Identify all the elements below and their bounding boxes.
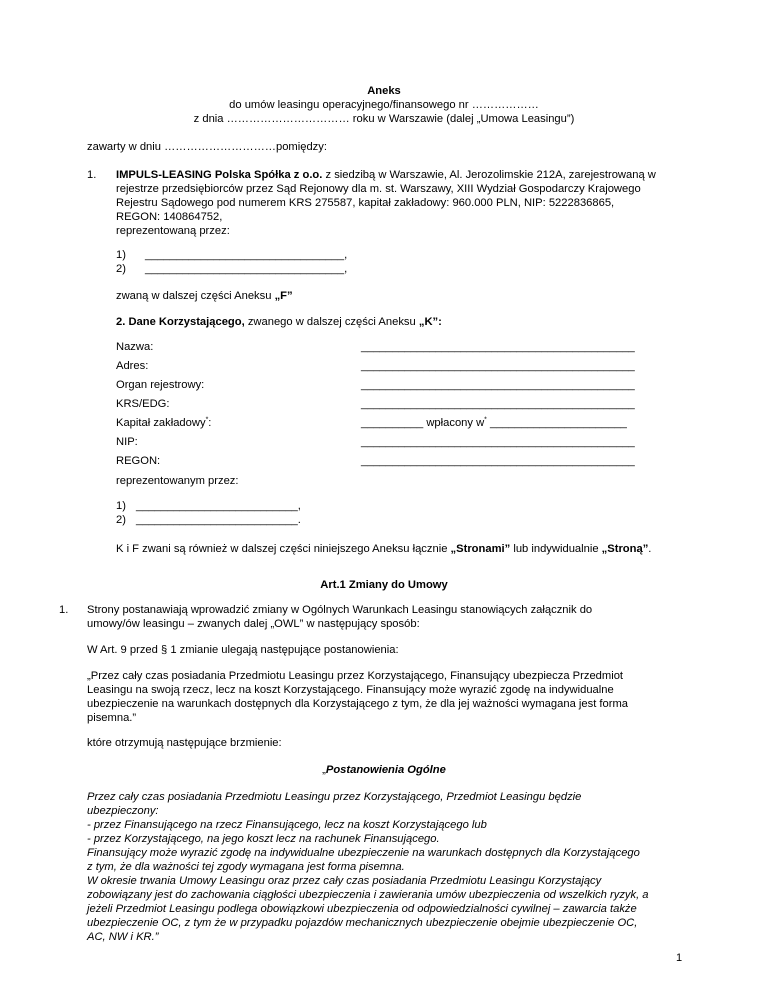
party2-rep1-number: 1) <box>116 500 126 512</box>
capital-paid-blank[interactable]: ______________________ <box>486 417 627 429</box>
capital-paid-label: wpłacony w <box>423 417 485 429</box>
field-label-address: Adres: <box>116 360 149 372</box>
party2-heading <box>116 315 442 329</box>
party1-desc-l2: rejestrze przedsiębiorców przez Sąd Rejonowy dla m. st. Warszawy, XIII Wydział Gospodarczy Krajowego <box>116 183 641 195</box>
quote-old-block <box>87 669 681 725</box>
concluded-line: zawarty w dniu …………………………pomiędzy: <box>87 141 327 153</box>
parties-note <box>116 542 651 556</box>
article-p1-number: 1. <box>59 604 69 616</box>
parties-note-prefix: K i F zwani są również w dalszej części niniejszego Aneksu łącznie <box>116 543 451 555</box>
field-label-krs: KRS/EDG: <box>116 398 170 410</box>
capital-label-text: Kapitał zakładowy <box>116 417 206 429</box>
quote-new-line: - przez Finansującego na rzecz Finansującego, lecz na koszt Korzystającego lub <box>87 819 487 831</box>
field-blank-name[interactable]: ____________________________________________ <box>361 341 635 353</box>
party1-number: 1. <box>87 169 97 181</box>
capital-blank[interactable]: __________ <box>361 417 424 429</box>
party2-heading-mark: „K”: <box>418 316 442 328</box>
quote-new-line: z tym, że dla ważności tej zgody wymagana jest forma pisemna. <box>87 861 405 873</box>
party1-desc-l3: Rejestru Sądowego pod numerem KRS 275587, kapitał zakładowy: 960.000 PLN, NIP: 5222836865, <box>116 197 615 209</box>
party1-name: IMPULS-LEASING Polska Spółka z o.o. <box>116 169 323 181</box>
party1-rep1-number: 1) <box>116 249 126 261</box>
quote-new-line: ubezpieczony: <box>87 805 159 817</box>
article-p1-l1: Strony postanawiają wprowadzić zmiany w Ogólnych Warunkach Leasingu stanowiących załącznik do <box>87 604 593 616</box>
new-heading-text: Postanowienia Ogólne <box>325 764 446 776</box>
field-blank-krs[interactable]: ____________________________________________ <box>361 398 635 410</box>
party2-rep2-blank[interactable]: __________________________. <box>136 514 301 526</box>
party1-desc-l5: reprezentowaną przez: <box>116 225 230 237</box>
quote-new-line: ubezpieczenie OC, z tym że w przypadku pojazdów mechanicznych ubezpieczenie obejmie ubezpieczenie OC, <box>87 917 638 929</box>
quote-new-line: W okresie trwania Umowy Leasingu oraz przez cały czas posiadania Przedmiotu Leasingu Korzystający <box>87 875 602 887</box>
party1-rep2-number: 2) <box>116 263 126 275</box>
quote-old-line: ubezpieczenie na warunkach dostępnych dla Korzystającego z tym, że dla jej ważności wymagana jest forma <box>87 698 629 710</box>
field-blank-regon[interactable]: ____________________________________________ <box>361 455 635 467</box>
capital-label-suffix: : <box>208 417 212 429</box>
field-blank-address[interactable]: ____________________________________________ <box>361 360 635 372</box>
new-wording-intro: które otrzymują następujące brzmienie: <box>87 737 282 749</box>
party2-heading-rest: zwanego w dalszej części Aneksu <box>244 316 419 328</box>
document-title: Aneks <box>367 85 401 97</box>
field-blank-registry[interactable]: ____________________________________________ <box>361 379 635 391</box>
parties-note-strona: „Stroną” <box>601 543 649 555</box>
new-heading <box>0 763 768 777</box>
parties-note-end: . <box>648 543 652 555</box>
party1-called-mark: „F” <box>274 290 293 302</box>
capital-label-star: * <box>205 416 209 424</box>
field-label-nip: NIP: <box>116 436 138 448</box>
quote-new-line: AC, NW i KR.” <box>87 931 159 943</box>
field-blank-nip[interactable]: ____________________________________________ <box>361 436 635 448</box>
quote-new-line: Przez cały czas posiadania Przedmiotu Leasingu przez Korzystającego, Przedmiot Leasingu będzie <box>87 791 582 803</box>
article-title: Art.1 Zmiany do Umowy <box>320 579 448 591</box>
parties-note-middle: lub indywidualnie <box>510 543 602 555</box>
quote-old-line: Leasingu na swoją rzecz, lecz na koszt Korzystającego. Finansujący może wyrazić zgodę na indywidualne <box>87 684 614 696</box>
party1-line1 <box>116 168 681 182</box>
party1-desc-l4: REGON: 140864752, <box>116 211 223 223</box>
page-number: 1 <box>676 952 683 964</box>
quote-new-block <box>87 790 681 944</box>
quote-new-line: zobowiązany jest do zachowania ciągłości ubezpieczenia i zawierania umów ubezpieczenia od wszelkich ryzyk, a <box>87 889 649 901</box>
party2-represented: reprezentowanym przez: <box>116 475 239 487</box>
parties-note-stronami: „Stronami” <box>450 543 511 555</box>
quote-old-line: pisemna.” <box>87 712 137 724</box>
quote-new-line: Finansujący może wyrazić zgodę na indywidualne ubezpieczenie na warunkach dostępnych dla Korzystającego <box>87 847 640 859</box>
party2-heading-bold: 2. Dane Korzystającego, <box>116 316 245 328</box>
field-label-regon: REGON: <box>116 455 161 467</box>
header-agreement-line: do umów leasingu operacyjnego/finansowego nr ……………… <box>229 99 539 111</box>
field-label-name: Nazwa: <box>116 341 154 353</box>
party1-called <box>116 289 293 303</box>
header-date-line: z dnia …………………………… roku w Warszawie (dalej „Umowa Leasingu”) <box>193 113 575 125</box>
new-heading-quote: „ <box>322 764 326 776</box>
quote-new-line: - przez Korzystającego, na jego koszt lecz na rachunek Finansującego. <box>87 833 440 845</box>
party2-rep1-blank[interactable]: __________________________, <box>136 500 301 512</box>
field-capital-row <box>361 416 627 430</box>
party1-rep1-blank[interactable]: ________________________________, <box>145 249 348 261</box>
article-p1-l2: umowy/ów leasingu – zwanych dalej „OWL” w następujący sposób: <box>87 618 420 630</box>
capital-paid-star: * <box>484 416 487 424</box>
party1-desc-l1: z siedzibą w Warszawie, Al. Jerozolimskie 212A, zarejestrowaną w <box>322 169 656 181</box>
party2-rep2-number: 2) <box>116 514 126 526</box>
quote-old-line: „Przez cały czas posiadania Przedmiotu Leasingu przez Korzystającego, Finansujący ubezpiecza Przedmiot <box>87 670 624 682</box>
field-label-capital <box>116 416 211 430</box>
quote-new-line: jeżeli Przedmiot Leasingu podlega obowiązkowi ubezpieczenia od odpowiedzialności cywilnej – zawarcia także <box>87 903 637 915</box>
party1-rep2-blank[interactable]: ________________________________, <box>145 263 348 275</box>
field-label-registry: Organ rejestrowy: <box>116 379 205 391</box>
article-p2: W Art. 9 przed § 1 zmianie ulegają następujące postanowienia: <box>87 644 399 656</box>
party1-called-text: zwaną w dalszej części Aneksu <box>116 290 275 302</box>
